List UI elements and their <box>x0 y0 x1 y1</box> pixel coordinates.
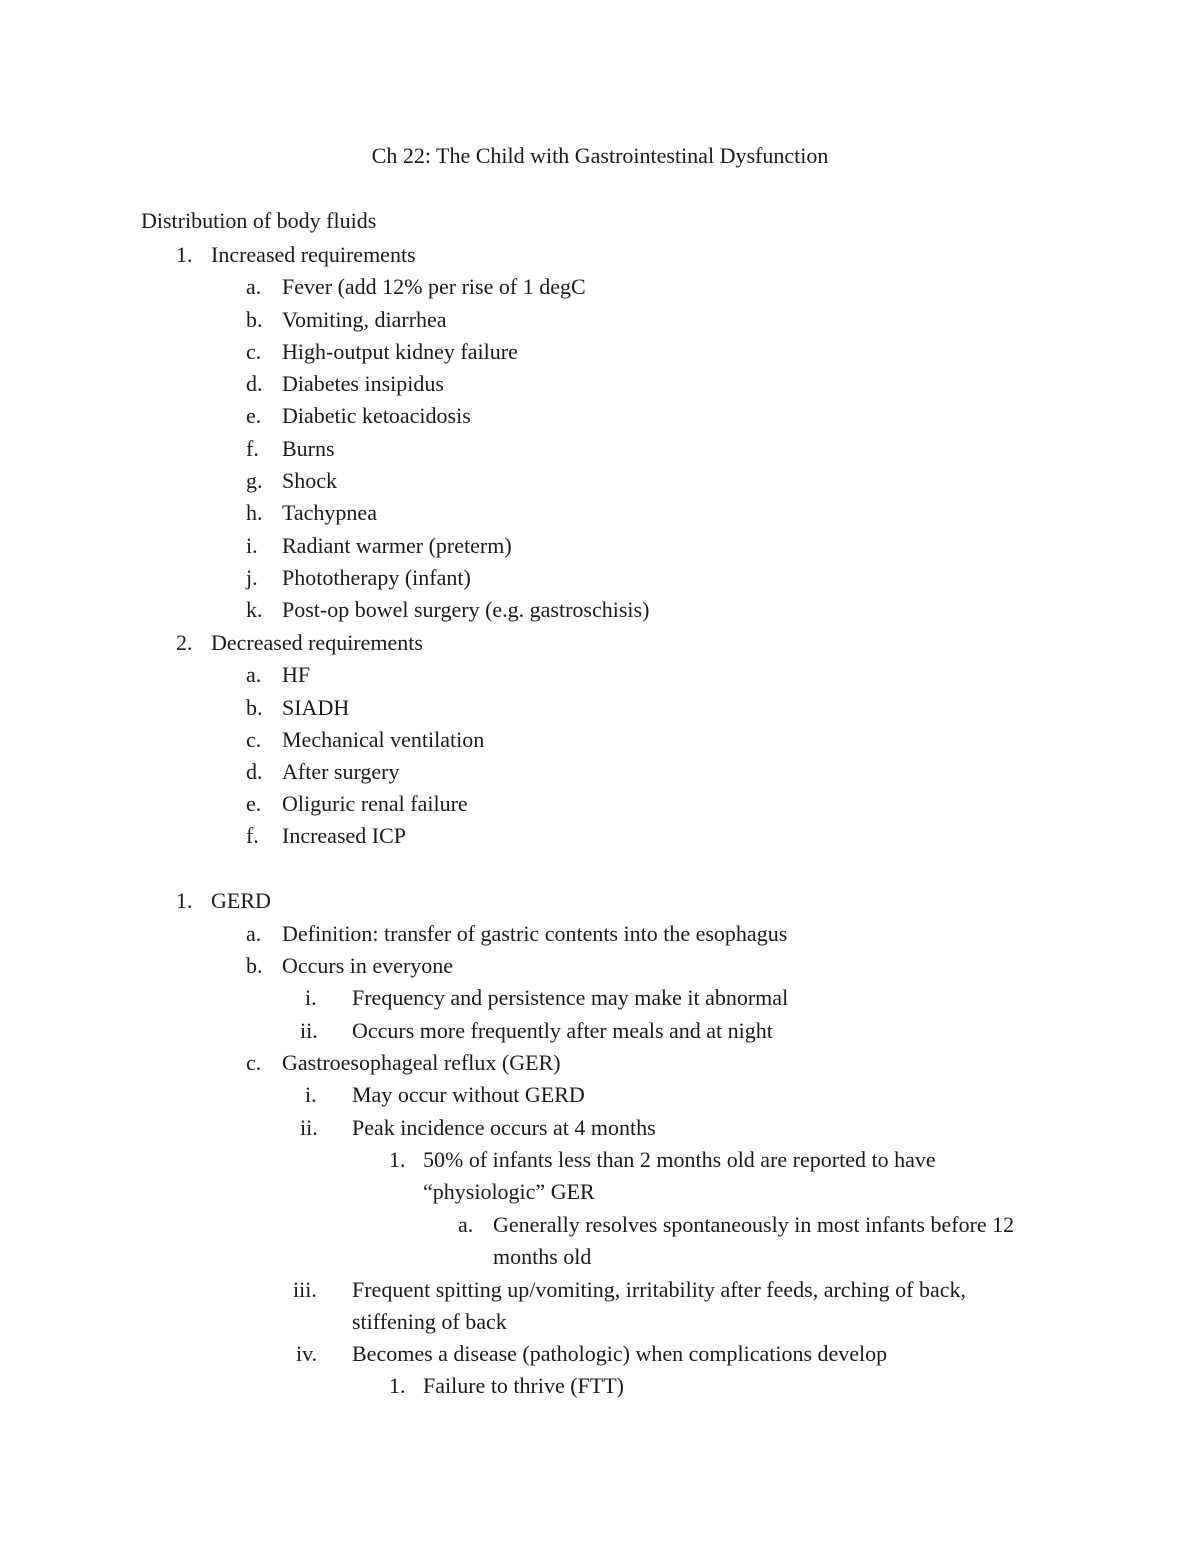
list-item-text: Radiant warmer (preterm) <box>282 533 512 558</box>
section-heading: Distribution of body fluids <box>141 208 377 233</box>
list-item <box>0 273 1200 305</box>
list-marker: a. <box>246 921 262 946</box>
list-item-text: months old <box>493 1244 592 1269</box>
list-marker: iii. <box>293 1277 317 1302</box>
list-item-text: Vomiting, diarrhea <box>282 307 447 332</box>
list-item <box>0 499 1200 531</box>
list-item <box>0 1340 1200 1372</box>
list-item-text: Occurs more frequently after meals and at night <box>352 1018 773 1043</box>
list-item-text: Generally resolves spontaneously in most infants before 12 <box>493 1212 1015 1237</box>
list-item-text: High-output kidney failure <box>282 339 518 364</box>
list-item-text: May occur without GERD <box>352 1082 585 1107</box>
list-item-text: Diabetic ketoacidosis <box>282 403 471 428</box>
list-item <box>0 822 1200 854</box>
list-marker: ii. <box>300 1115 318 1140</box>
list-item <box>0 1211 1200 1243</box>
list-item <box>0 564 1200 596</box>
list-item-continuation <box>0 1243 1200 1275</box>
list-marker: f. <box>246 823 259 848</box>
list-marker: i. <box>305 1082 317 1107</box>
list-item <box>0 661 1200 693</box>
list-marker: f. <box>246 436 259 461</box>
list-item <box>0 984 1200 1016</box>
list-marker: b. <box>246 307 263 332</box>
list-item <box>0 1114 1200 1146</box>
list-item-text: “physiologic” GER <box>423 1179 595 1204</box>
list-marker: i. <box>305 985 317 1010</box>
list-marker: g. <box>246 468 263 493</box>
list-item-text: Definition: transfer of gastric contents into the esophagus <box>282 921 788 946</box>
list-marker: h. <box>246 500 263 525</box>
list-item-text: Frequency and persistence may make it abnormal <box>352 985 789 1010</box>
list-item-text: After surgery <box>282 759 400 784</box>
list-item <box>0 920 1200 952</box>
list-item-text: Increased ICP <box>282 823 407 848</box>
list-marker: i. <box>246 533 258 558</box>
list-item <box>0 887 1200 919</box>
list-marker: a. <box>458 1212 474 1237</box>
list-item <box>0 338 1200 370</box>
list-item-text: HF <box>282 662 311 687</box>
list-marker: iv. <box>296 1341 318 1366</box>
list-item <box>0 435 1200 467</box>
list-item <box>0 1049 1200 1081</box>
list-item-continuation <box>0 1178 1200 1210</box>
list-marker: c. <box>246 727 262 752</box>
list-item <box>0 790 1200 822</box>
list-item-text: Burns <box>282 436 335 461</box>
list-item-text: Frequent spitting up/vomiting, irritability after feeds, arching of back, <box>352 1277 967 1302</box>
list-item <box>0 241 1200 273</box>
list-marker: a. <box>246 662 262 687</box>
list-item-text: Mechanical ventilation <box>282 727 485 752</box>
list-item-text: SIADH <box>282 695 350 720</box>
list-item-text: Shock <box>282 468 337 493</box>
list-item <box>0 758 1200 790</box>
list-item-text: Diabetes insipidus <box>282 371 444 396</box>
list-item <box>0 467 1200 499</box>
list-marker: a. <box>246 274 262 299</box>
list-marker: 1. <box>389 1373 406 1398</box>
list-item-text: stiffening of back <box>352 1309 507 1334</box>
list-item-text: 50% of infants less than 2 months old are reported to have <box>423 1147 936 1172</box>
list-item <box>0 306 1200 338</box>
list-marker: j. <box>246 565 258 590</box>
list-item <box>0 694 1200 726</box>
list-item-text: Tachypnea <box>282 500 377 525</box>
list-item-text: Becomes a disease (pathologic) when complications develop <box>352 1341 888 1366</box>
list-marker: k. <box>246 597 263 622</box>
list-marker: c. <box>246 339 262 364</box>
list-item <box>0 952 1200 984</box>
list-item-text: Oliguric renal failure <box>282 791 468 816</box>
list-item <box>0 532 1200 564</box>
list-item-text: Decreased requirements <box>211 630 423 655</box>
list-item <box>0 402 1200 434</box>
list-item <box>0 1081 1200 1113</box>
list-item-text: Increased requirements <box>211 242 416 267</box>
list-marker: e. <box>246 791 262 816</box>
list-marker: 1. <box>389 1147 406 1172</box>
list-marker: 1. <box>176 242 193 267</box>
list-item-text: Occurs in everyone <box>282 953 454 978</box>
list-item-text: GERD <box>211 888 271 913</box>
list-item <box>0 1017 1200 1049</box>
list-item <box>0 1372 1200 1404</box>
list-marker: c. <box>246 1050 262 1075</box>
list-item <box>0 1276 1200 1308</box>
list-item <box>0 629 1200 661</box>
list-marker: b. <box>246 695 263 720</box>
list-item-text: Failure to thrive (FTT) <box>423 1373 625 1398</box>
list-marker: ii. <box>300 1018 318 1043</box>
list-item-text: Fever (add 12% per rise of 1 degC <box>282 274 586 299</box>
list-item-text: Phototherapy (infant) <box>282 565 471 590</box>
list-marker: b. <box>246 953 263 978</box>
list-item-text: Gastroesophageal reflux (GER) <box>282 1050 561 1075</box>
list-item-text: Post-op bowel surgery (e.g. gastroschisis) <box>282 597 650 622</box>
list-item <box>0 370 1200 402</box>
list-marker: e. <box>246 403 262 428</box>
document-title: Ch 22: The Child with Gastrointestinal Dysfunction <box>371 143 829 168</box>
list-item <box>0 726 1200 758</box>
list-marker: d. <box>246 759 263 784</box>
list-item <box>0 1146 1200 1178</box>
list-marker: 1. <box>176 888 193 913</box>
list-item <box>0 596 1200 628</box>
list-marker: d. <box>246 371 263 396</box>
list-item-text: Peak incidence occurs at 4 months <box>352 1115 656 1140</box>
list-marker: 2. <box>176 630 193 655</box>
list-item-continuation <box>0 1308 1200 1340</box>
